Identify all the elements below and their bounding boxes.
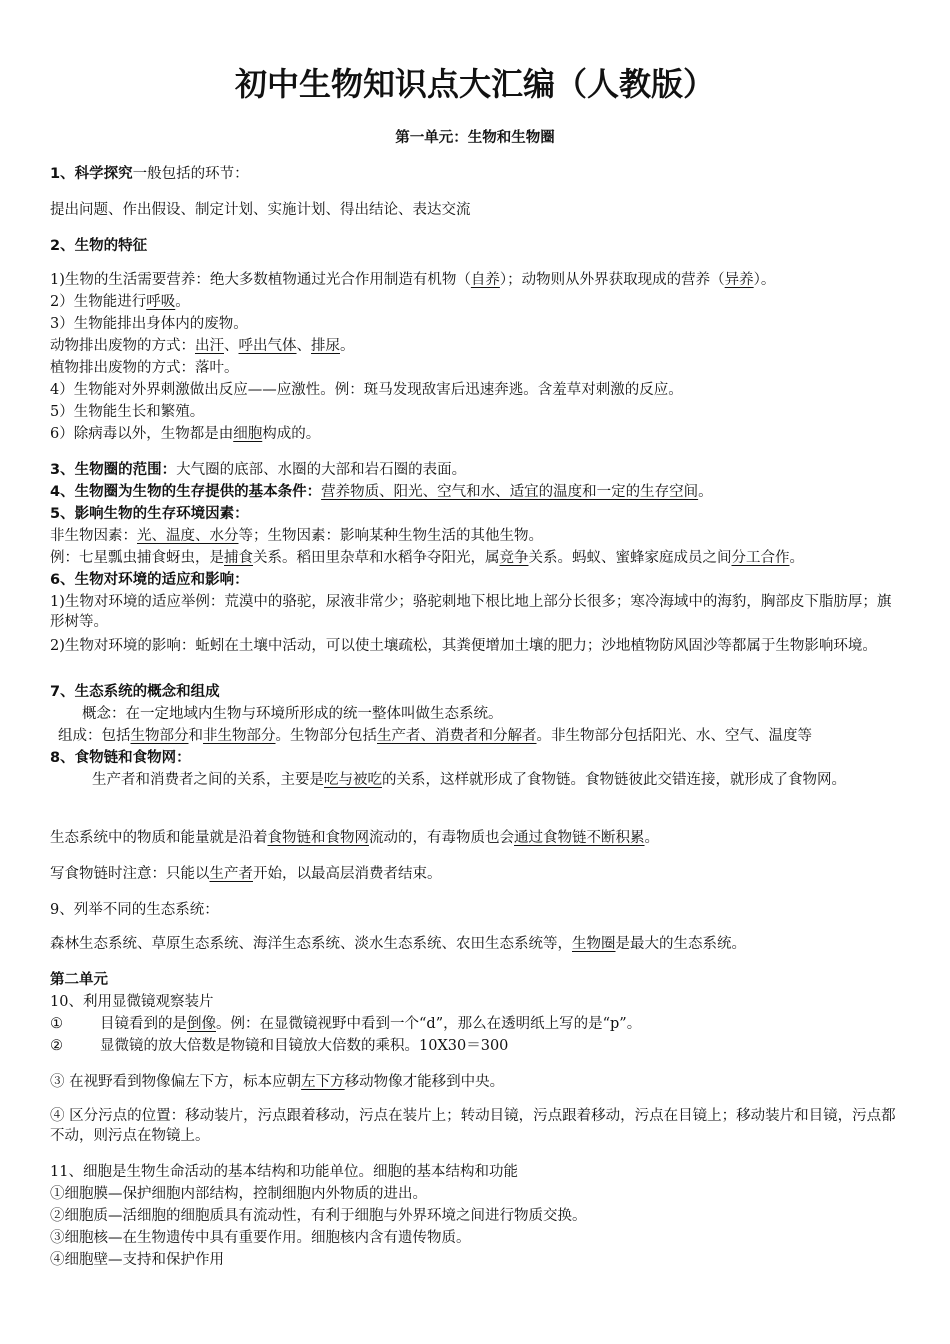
text-line: ④细胞壁—支持和保护作用 <box>50 1252 224 1268</box>
text-line: 森林生态系统、草原生态系统、海洋生态系统、淡水生态系统、农田生态系统等，生物圈是最大的生态系统。 <box>50 936 746 952</box>
section-4: 4、生物圈为生物的生存提供的基本条件：营养物质、阳光、空气和水、适宜的温度和一定的生存空间。 <box>50 484 713 500</box>
underlined-term: 细胞 <box>233 426 263 442</box>
text-line: 生态系统中的物质和能量就是沿着食物链和食物网流动的，有毒物质也会通过食物链不断积累。 <box>50 830 659 846</box>
page-title: 初中生物知识点大汇编（人教版） <box>234 65 715 103</box>
text-line: 3）生物能排出身体内的废物。 <box>50 316 248 332</box>
text-line: 非生物因素：光、温度、水分等；生物因素：影响某种生物生活的其他生物。 <box>50 528 543 544</box>
text-line: 1)生物的生活需要营养：绝大多数植物通过光合作用制造有机物（自养）；动物则从外界获取现成的营养（异养）。 <box>50 272 776 288</box>
underlined-term: 呼出气体 <box>238 338 297 354</box>
text-line: 植物排出废物的方式：落叶。 <box>50 360 239 376</box>
section-11-heading: 11、细胞是生物生命活动的基本结构和功能单位。细胞的基本结构和功能 <box>50 1164 518 1180</box>
section-6-heading: 6、生物对环境的适应和影响： <box>50 572 249 588</box>
underlined-term: 光、温度、水分 <box>137 528 239 544</box>
underlined-term: 生物部分 <box>130 728 189 744</box>
text-line: 写食物链时注意：只能以生产者开始，以最高层消费者结束。 <box>50 866 442 882</box>
section-1-body: 提出问题、作出假设、制定计划、实施计划、得出结论、表达交流 <box>50 202 471 218</box>
text-line: 动物排出废物的方式：出汗、呼出气体、排尿。 <box>50 338 355 354</box>
section-title: 科学探究 <box>74 166 133 182</box>
text-line: 概念：在一定地域内生物与环境所形成的统一整体叫做生态系统。 <box>82 706 503 722</box>
underlined-term: 生产者、消费者和分解者 <box>377 728 537 744</box>
section-9-heading: 9、列举不同的生态系统： <box>50 902 219 918</box>
underlined-term: 生产者 <box>209 866 253 882</box>
underlined-term: 排尿 <box>311 338 340 354</box>
underlined-term: 非生物部分 <box>203 728 276 744</box>
text-line: ② 显微镜的放大倍数是物镜和目镜放大倍数的乘积。10X30＝300 <box>50 1038 509 1054</box>
paragraph: 1)生物对环境的适应举例：荒漠中的骆驼，尿液非常少；骆驼刺地下根比地上部分长很多；寒冷海域中的海豹，胸部皮下脂肪厚；旗形树等。 <box>50 594 892 630</box>
underlined-term: 呼吸 <box>146 294 176 310</box>
section-5-heading: 5、影响生物的生存环境因素： <box>50 506 249 522</box>
text-line: ③细胞核—在生物遗传中具有重要作用。细胞核内含有遗传物质。 <box>50 1230 471 1246</box>
paragraph: 生产者和消费者之间的关系，主要是吃与被吃的关系，这样就形成了食物链。食物链彼此交错连接，就形成了食物网。 <box>92 772 846 788</box>
underlined-term: 营养物质、阳光、空气和水、适宜的温度和一定的生存空间 <box>321 484 699 500</box>
text-line: ① 目镜看到的是倒像。例：在显微镜视野中看到一个“d”，那么在透明纸上写的是“p”。 <box>50 1016 642 1032</box>
text-line: ②细胞质—活细胞的细胞质具有流动性，有利于细胞与外界环境之间进行物质交换。 <box>50 1208 587 1224</box>
section-number: 1、 <box>50 166 75 182</box>
paragraph: 2)生物对环境的影响：蚯蚓在土壤中活动，可以使土壤疏松，其粪便增加土壤的肥力；沙地植物防风固沙等都属于生物影响环境。 <box>50 638 877 654</box>
text-line: ③ 在视野看到物像偏左下方，标本应朝左下方移动物像才能移到中央。 <box>50 1074 505 1090</box>
underlined-term: 吃与被吃 <box>324 772 382 788</box>
underlined-term: 食物链和食物网 <box>267 830 369 846</box>
underlined-term: 通过食物链不断积累 <box>514 830 645 846</box>
paragraph: ④ 区分污点的位置：移动装片，污点跟着移动，污点在装片上；转动目镜，污点跟着移动，污点在目镜上；移动装片和目镜，污点都不动，则污点在物镜上。 <box>50 1108 896 1144</box>
section-1-heading <box>50 164 905 184</box>
section-10-heading: 10、利用显微镜观察装片 <box>50 994 214 1010</box>
text-line: 5）生物能生长和繁殖。 <box>50 404 205 420</box>
underlined-term: 分工合作 <box>731 550 790 566</box>
text-line: 6）除病毒以外，生物都是由细胞构成的。 <box>50 426 321 442</box>
text-line: ①细胞膜—保护细胞内部结构，控制细胞内外物质的进出。 <box>50 1186 427 1202</box>
text-line: 例：七星瓢虫捕食蚜虫，是捕食关系。稻田里杂草和水稻争夺阳光，属竞争关系。蚂蚁、蜜蜂家庭成员之间分工合作。 <box>50 550 804 566</box>
underlined-term: 异养 <box>724 272 754 288</box>
text-line: 组成：包括生物部分和非生物部分。生物部分包括生产者、消费者和分解者。非生物部分包括阳光、水、空气、温度等 <box>58 728 812 744</box>
underlined-term: 出汗 <box>195 338 224 354</box>
underlined-term: 倒像 <box>187 1016 216 1032</box>
section-2-heading: 2、生物的特征 <box>50 238 148 254</box>
underlined-term: 自养 <box>470 272 500 288</box>
underlined-term: 生物圈 <box>572 936 616 952</box>
unit-heading-1: 第一单元：生物和生物圈 <box>395 130 555 146</box>
text-line: 4）生物能对外界刺激做出反应——应激性。例：斑马发现敌害后迅速奔逃。含羞草对刺激的反应。 <box>50 382 683 398</box>
underlined-term: 竞争 <box>499 550 529 566</box>
underlined-term: 捕食 <box>224 550 253 566</box>
section-8-heading: 8、食物链和食物网： <box>50 750 191 766</box>
underlined-term: 左下方 <box>301 1074 345 1090</box>
unit-heading-2: 第二单元 <box>50 972 108 988</box>
text-line: 2）生物能进行呼吸。 <box>50 294 190 310</box>
section-7-heading: 7、生态系统的概念和组成 <box>50 684 220 700</box>
section-3: 3、生物圈的范围：大气圈的底部、水圈的大部和岩石圈的表面。 <box>50 462 467 478</box>
section-title-tail: 一般包括的环节： <box>132 166 249 182</box>
